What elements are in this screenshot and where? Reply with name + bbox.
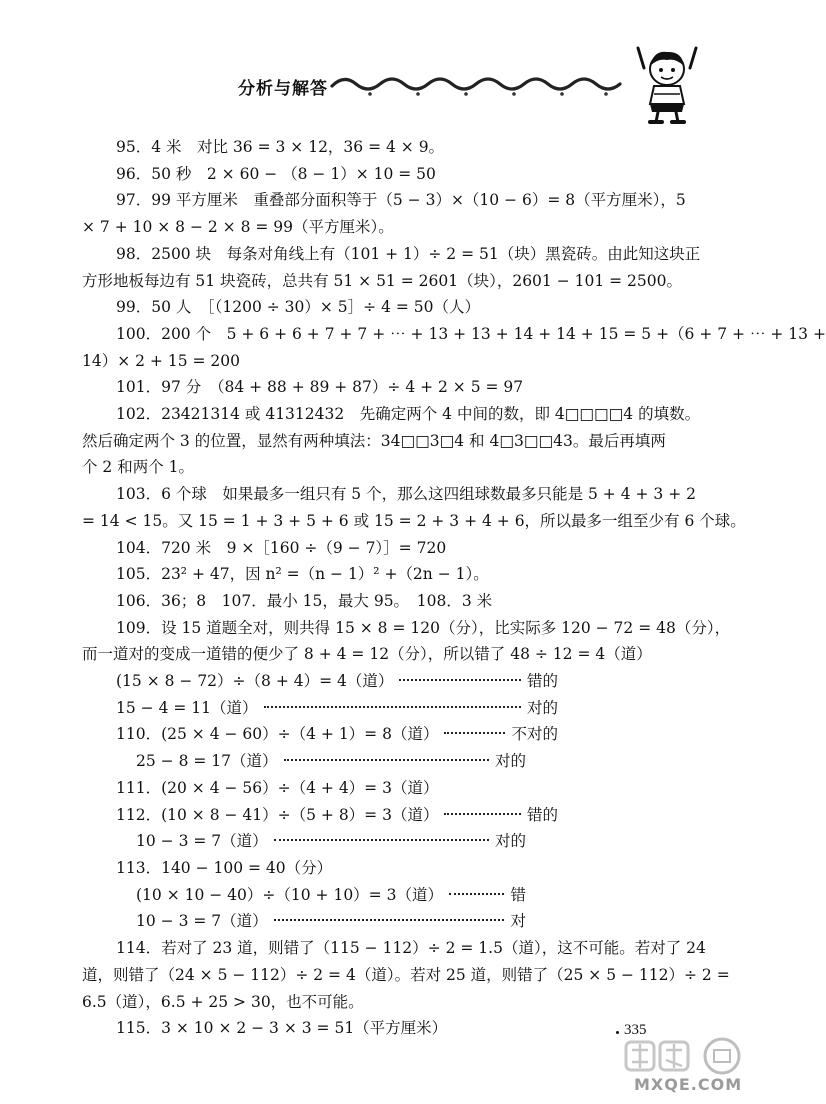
answer-line: 102．23421314 或 41312432 先确定两个 4 中间的数，即 4□□□□4 的填数。 [116,405,701,424]
dotted-row [84,695,558,722]
answer-line: 104．720 米 9 ×［160 ÷（9 − 7）］= 720 [116,538,447,557]
answer-line: 97．99 平方厘米 重叠部分面积等于（5 − 3）×（10 − 6）= 8（平方厘米），5 [116,191,686,210]
result-label: 错的 [526,672,558,691]
page-dot [616,1031,619,1034]
answer-line: 109．设 15 道题全对，则共得 15 × 8 = 120（分），比实际多 120 − 72 = 48（分）， [116,618,731,637]
equation: 10 − 3 = 7（道） [136,912,268,931]
answer-line: 111．(20 × 4 − 56）÷（4 + 4）= 3（道） [116,778,439,797]
dotted-row [84,828,526,855]
section-title: 分析与解答 [238,79,328,99]
dot-leader [284,759,489,761]
answer-line: 100．200 个 5 + 6 + 6 + 7 + 7 + ⋯ + 13 + 13 + 14 + 14 + 15 = 5 +（6 + 7 + ⋯ + 13 + [116,324,826,343]
answer-line: 103．6 个球 如果最多一组只有 5 个，那么这四组球数最多只能是 5 + 4 + 3 + 2 [116,485,696,504]
dot-leader [274,839,489,841]
equation: (10 × 10 − 40）÷（10 + 10）= 3（道） [136,885,443,904]
answer-line: = 14 < 15。又 15 = 1 + 3 + 5 + 6 或 15 = 2 + 3 + 4 + 6，所以最多一组至少有 6 个球。 [82,511,746,530]
result-label: 对的 [494,832,526,851]
dotted-row [84,668,558,695]
dot-leader [399,679,521,681]
dotted-row [84,721,558,748]
answer-line: 115．3 × 10 × 2 − 3 × 3 = 51（平方厘米） [116,1019,448,1038]
page-number: 335 [624,1022,647,1038]
watermark-url: MXQE.COM [634,1075,743,1094]
answer-line: 95．4 米 对比 36 = 3 × 12，36 = 4 × 9。 [116,138,445,156]
answer-line: 98．2500 块 每条对角线上有（101 + 1）÷ 2 = 51（块）黑瓷砖。由此知这块正 [116,244,701,263]
answer-line: 个 2 和两个 1。 [82,458,195,477]
answer-line: 106．36；8 107．最小 15，最大 95。 108．3 米 [116,591,493,610]
dot-leader [264,706,521,708]
result-label: 对的 [526,698,558,717]
dotted-row [84,748,526,775]
answer-line: 105．23² + 47，因 n² =（n − 1）² +（2n − 1）。 [116,565,489,584]
dotted-row [84,802,558,829]
result-label: 错 [510,885,526,904]
result-label: 对的 [494,752,526,771]
answer-line: 方形地板每边有 51 块瓷砖，总共有 51 × 51 = 2601（块），2601 − 101 = 2500。 [82,271,682,290]
watermark-logo-icon [622,1036,742,1076]
equation: 112．(10 × 8 − 41）÷（5 + 8）= 3（道） [116,805,439,824]
dot-leader [444,813,521,815]
answer-line: × 7 + 10 × 8 − 2 × 8 = 99（平方厘米）。 [82,218,394,237]
dot-leader [274,919,505,921]
answer-line: 道，则错了（24 × 5 − 112）÷ 2 = 4（道）。若对 25 道，则错了（25 × 5 − 112）÷ 2 = [82,965,730,984]
answer-line: 114．若对了 23 道，则错了（115 − 112）÷ 2 = 1.5（道），这不可能。若对了 24 [116,939,706,958]
dotted-row [84,908,526,935]
equation: 15 − 4 = 11（道） [116,698,258,717]
equation: 10 − 3 = 7（道） [136,832,268,851]
result-label: 错的 [526,805,558,824]
answer-line: 6.5（道），6.5 + 25 > 30，也不可能。 [82,992,364,1011]
wave-divider-icon [330,72,630,98]
answer-line: 99．50 人 ［（1200 ÷ 30）× 5］÷ 4 = 50（人） [116,298,481,317]
result-label: 对 [510,912,526,931]
dot-leader [449,893,505,895]
cartoon-child-icon [636,42,698,126]
equation: (15 × 8 − 72）÷（8 + 4）= 4（道） [116,672,394,691]
equation: 110．(25 × 4 − 60）÷（4 + 1）= 8（道） [116,725,439,744]
dot-leader [444,732,505,734]
answer-line: 然后确定两个 3 的位置，显然有两种填法：34□□3□4 和 4□3□□43。最后再填两 [82,431,666,450]
answer-line: 14）× 2 + 15 = 200 [82,351,240,370]
dotted-row [84,882,526,909]
equation: 25 − 8 = 17（道） [136,752,278,771]
answer-line: 而一道对的变成一道错的便少了 8 + 4 = 12（分），所以错了 48 ÷ 12 = 4（道） [82,645,652,664]
answer-line: 96．50 秒 2 × 60 − （8 − 1）× 10 = 50 [116,164,436,183]
answer-line: 101．97 分 （84 + 88 + 89 + 87）÷ 4 + 2 × 5 = 97 [116,378,524,397]
answer-content [82,134,826,1042]
answer-line: 113．140 − 100 = 40（分） [116,858,333,877]
result-label: 不对的 [511,725,558,744]
